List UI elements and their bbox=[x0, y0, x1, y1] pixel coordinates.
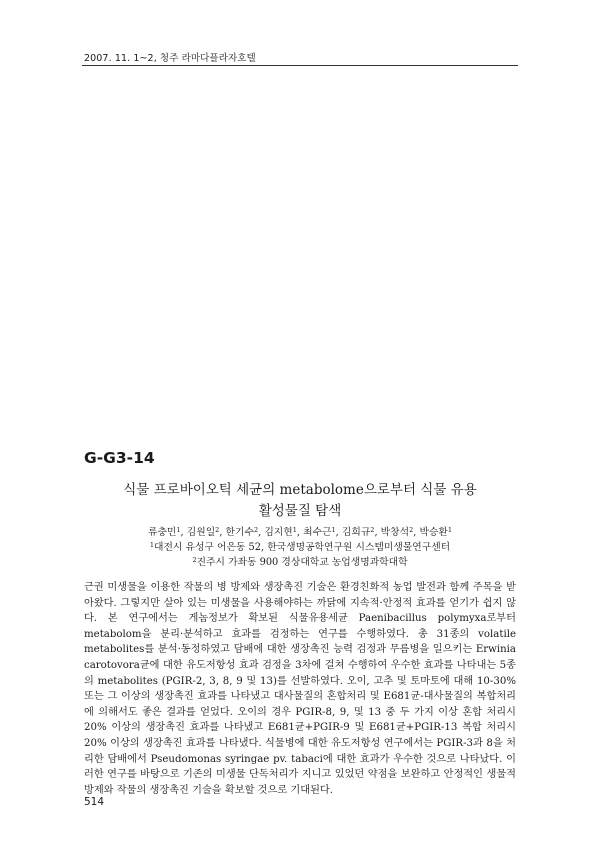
author-list: 류충민$^1$, 김원일$^2$, 한기수$^2$, 김지현$^1$, 최수근$^1$, 김희규$^2$, 박창석$^2$, 박승환$^1$ bbox=[147, 526, 452, 538]
title-line-1: 식물 프로바이오틱 세균의 metabolome으로부터 식물 유용 bbox=[123, 482, 477, 498]
author-affiliation-marker: 1 bbox=[292, 526, 297, 534]
author-name: 최수근 bbox=[303, 527, 332, 538]
author-affiliation-marker: 1 bbox=[331, 526, 336, 534]
affiliation-1 bbox=[84, 541, 516, 555]
abstract-body: 근권 미생물을 이용한 작물의 병 방제와 생장촉진 기술은 환경친화적 농업 발전과 함께 주목을 받아왔다. 그렇지만 살아 있는 미생물을 사용해야하는 까닭에 지속적·안정적 효과를 얻기가 쉽지 않다. 본 연구에서는 게놈정보가 확보된 식물유용세균 Paenibacillus polymyxa로부터 metabolom을 분리·분석하고 효과를 검정하는 연구를 수행하였다. 총 31종의 volatile metabolites를 분석·동정하였고 담배에 대한 생장촉진 능력 검정과 무름병을 일으키는 Erwinia carotovora균에 대한 유도저항성 효과 검정을 3차에 걸쳐 수행하여 우수한 효과를 나타내는 5종의 metabolites (PGIR-2, 3, 8, 9 및 13)를 선발하였다. 오이, 고추 및 토마토에 대해 10-30% 또는 그 이상의 생장촉진 효과를 나타냈고 대사물질의 혼합처리 및 E681균-대사물질의 복합처리에 의해서도 좋은 결과를 얻었다. 오이의 경우 PGIR-8, 9, 및 13 중 두 가지 이상 혼합 처리시 20% 이상의 생장촉진 효과를 나타냈고 E681균+PGIR-9 및 E681균+PGIR-13 복합 처리시 20% 이상의 생장촉진 효과를 나타냈다. 식물병에 대한 유도저항성 연구에서는 PGIR-3과 8을 처리한 담배에서 Pseudomonas syringae pv. tabaci에 대한 효과가 우수한 것으로 나타났다. 이러한 연구를 바탕으로 기존의 미생물 단독처리가 지니고 있었던 약점을 보완하고 안정적인 생물적방제와 작물의 생장촉진 기술을 확보할 것으로 기대된다. bbox=[84, 582, 516, 796]
author-affiliation-marker: 1 bbox=[447, 526, 452, 534]
author-affiliation-marker: 2 bbox=[409, 526, 414, 534]
paper-title bbox=[84, 480, 516, 522]
author-affiliation-marker: 2 bbox=[215, 526, 220, 534]
header-rule bbox=[82, 65, 518, 66]
page-number: 514 bbox=[84, 796, 105, 808]
author-name: 박승환 bbox=[419, 527, 448, 538]
affiliation-2-marker: 2 bbox=[192, 556, 197, 564]
author-affiliation-marker: 1 bbox=[176, 526, 181, 534]
author-name: 김지현 bbox=[264, 527, 293, 538]
author-name: 한기수 bbox=[225, 527, 254, 538]
affiliation-2 bbox=[84, 556, 516, 570]
running-header: 2007. 11. 1~2, 청주 라마다플라자호텔 bbox=[84, 53, 256, 64]
author-affiliation-marker: 2 bbox=[370, 526, 375, 534]
paper-code: G-G3-14 bbox=[84, 449, 155, 467]
title-line-2: 활성물질 탐색 bbox=[258, 503, 342, 519]
author-name: 류충민 bbox=[147, 527, 177, 538]
author-name: 김희규 bbox=[341, 527, 371, 538]
affiliation-1-marker: 1 bbox=[149, 541, 154, 549]
author-affiliation-marker: 2 bbox=[253, 526, 259, 534]
affiliation-1-text: 대전시 유성구 어은동 52, 한국생명공학연구원 시스템미생물연구센터 bbox=[154, 542, 451, 553]
affiliation-2-text: 진주시 가좌동 900 경상대학교 농업생명과학대학 bbox=[196, 557, 408, 568]
author-name: 박창석 bbox=[380, 527, 410, 538]
author-name: 김원일 bbox=[186, 527, 216, 538]
